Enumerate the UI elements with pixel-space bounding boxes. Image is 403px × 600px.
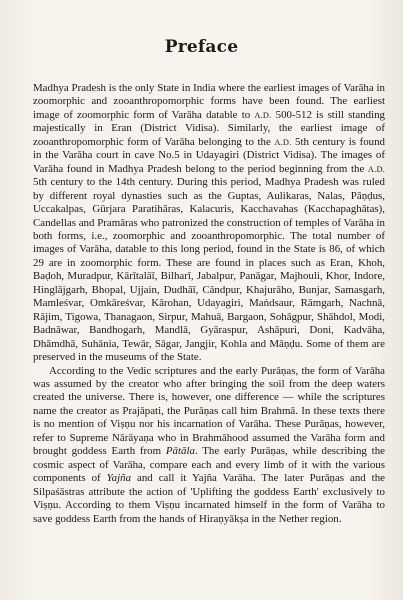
text-run: According to the Vedic scriptures and the early Purāṇas, the form of Varāha was assumed by the creator who after bringing the soil from the deep waters created the universe. There is, however, one difference — while the scriptures name the creator as Prajāpati, the Purāṇas call him Brahmā. In these texts there is no mention of Viṣṇu nor his incarnation of Varāha. These Purāṇas, however, refer to Supreme Nārāyaṇa who in Brahmāhood assumed the Varāha form and brought goddess Earth from [33,364,385,458]
italic-term: Pātāla [165,445,195,458]
text-run: 500-512 is still standing majestically in Eran (District Vidisa). Similarly, the earliest image of zooanthropomorphic form of Varāha belonging to the [33,108,385,148]
era-abbreviation: A.D. [367,164,385,174]
preface-body [33,82,385,526]
italic-term: Yajña [106,472,132,485]
text-run: 5th century to the 14th century. During this period, Madhya Pradesh was ruled by different royal dynasties such as the Guptas, Aulikaras, Nalas, Pāṇḍus, Uccakalpas, Gūrjara Paratihāras, Kalacuris, Kacchavahas (Kacchapaghātas), Candellas and Pramāras who patronized the construction of temples of Varāha in both forms, i.e., zoomorphic and zooanthropomorphic. The total number of images of Varāha, datable to this long period, found in the State is 86, of which 29 are in zoomorphic form. These are found in places such as Eran, Khoh, Baḍoh, Muradpur, Kārītalāī, Bilharī, Jabalpur, Panāgar, Majhouli, Khor, Indore, Hinglājgarh, Bhopal, Ujjain, Dudhāī, Cāndpur, Khajurāho, Bunjar, Samasgarh, Mamleśvar, Omkāreśvar, Kārohan, Udayagiri, Maṅdsaur, Rāmgarh, Nachnā, Rājim, Tigowa, Thanagaon, Sirpur, Mahuā, Bargaon, Sohāgpur, Shāhdol, Modi, Badnāwar, Bandhogarh, Mandlā, Gyāraspur, Ashāpuri, Doni, Kadvāha, Dhāmdhā, Suhānia, Tewār, Sāgar, Jangjir, Kohla and Māṇḍu. Some of them are preserved in the museums of the State. [33,176,385,364]
era-abbreviation: A.D. [274,137,292,147]
paragraph [33,82,385,365]
text-run: 5th century is found in the Varāha court in cave No.5 in Udayagiri (District Vidisa). The images of Varāha found in Madhya Pradesh belong to the period beginning from the [33,135,385,175]
text-run: Madhya Pradesh is the only State in India where the earliest images of Varāha in zoomorphic and zooanthropomorphic forms have been found. The earliest image of zoomorphic form of Varāha datable to [33,82,385,121]
era-abbreviation: A.D. [254,110,272,120]
page-title: Preface [164,37,239,58]
text-run: and call it Yajña Varāha. The later Purāṇas and the Silpaśāstras attribute the action of 'Uplifting the goddess Earth' exclusively to Viṣṇu. According to them Viṣṇu incarnated himself in the form of Varāha to save goddess Earth from the hands of Hiraṇyākṣa in the Nether region. [33,472,385,525]
text-run: . The early Purāṇas, while describing the cosmic aspect of Varāha, compare each and every limb of it with the various components of [33,445,385,485]
paragraph [33,365,385,526]
